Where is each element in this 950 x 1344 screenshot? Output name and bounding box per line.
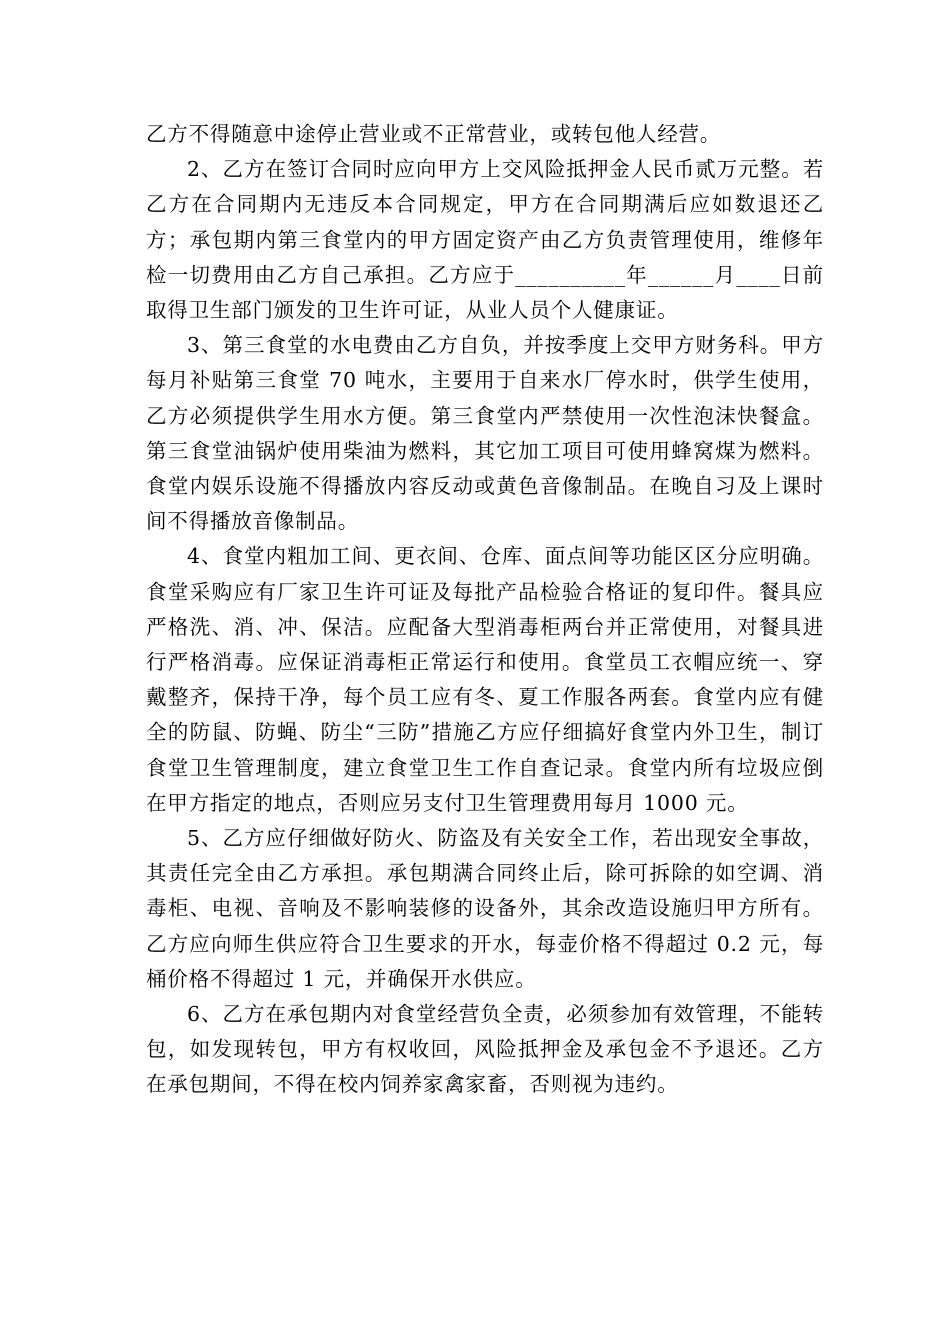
paragraph-clause-5: 5、乙方应仔细做好防火、防盗及有关安全工作，若出现安全事故，其责任完全由乙方承担。承包期满合同终止后，除可拆除的如空调、消毒柜、电视、音响及不影响装修的设备外，其余改造设施归甲方所有。乙方应向师生供应符合卫生要求的开水，每壶价格不得超过 0.2 元，每桶价格不得超过 1 元，并确保开水供应。 <box>146 826 824 991</box>
paragraph-clause-2: 2、乙方在签订合同时应向甲方上交风险抵押金人民币贰万元整。若乙方在合同期内无违反本合同规定，甲方在合同期满后应如数退还乙方；承包期内第三食堂内的甲方固定资产由乙方负责管理使用，维修年检一切费用由乙方自己承担。乙方应于__________年______月____日前取得卫生部门颁发的卫生许可证，从业人员个人健康证。 <box>146 157 824 323</box>
paragraph-clause-4: 4、食堂内粗加工间、更衣间、仓库、面点间等功能区区分应明确。食堂采购应有厂家卫生许可证及每批产品检验合格证的复印件。餐具应严格洗、消、冲、保洁。应配备大型消毒柜两台并正常使用，对餐具进行严格消毒。应保证消毒柜正常运行和使用。食堂员工衣帽应统一、穿戴整齐，保持干净，每个员工应有冬、夏工作服各两套。食堂内应有健全的防鼠、防蝇、防尘“三防”措施乙方应仔细搞好食堂内外卫生，制订食堂卫生管理制度，建立食堂卫生工作自查记录。食堂内所有垃圾应倒在甲方指定的地点，否则应另支付卫生管理费用每月 1000 元。 <box>146 544 824 815</box>
paragraph-clause-6: 6、乙方在承包期内对食堂经营负全责，必须参加有效管理，不能转包，如发现转包，甲方有权收回，风险抵押金及承包金不予退还。乙方在承包期间，不得在校内饲养家禽家畜，否则视为违约。 <box>146 1002 824 1097</box>
paragraph-clause-3: 3、第三食堂的水电费由乙方自负，并按季度上交甲方财务科。甲方每月补贴第三食堂 70 吨水，主要用于自来水厂停水时，供学生使用，乙方必须提供学生用水方便。第三食堂内严禁使用一次性泡沫快餐盒。第三食堂油锅炉使用柴油为燃料，其它加工项目可使用蜂窝煤为燃料。食堂内娱乐设施不得播放内容反动或黄色音像制品。在晚自习及上课时间不得播放音像制品。 <box>146 333 824 534</box>
document-body <box>146 117 824 1103</box>
paragraph-continuation: 乙方不得随意中途停止营业或不正常营业，或转包他人经营。 <box>146 122 722 146</box>
